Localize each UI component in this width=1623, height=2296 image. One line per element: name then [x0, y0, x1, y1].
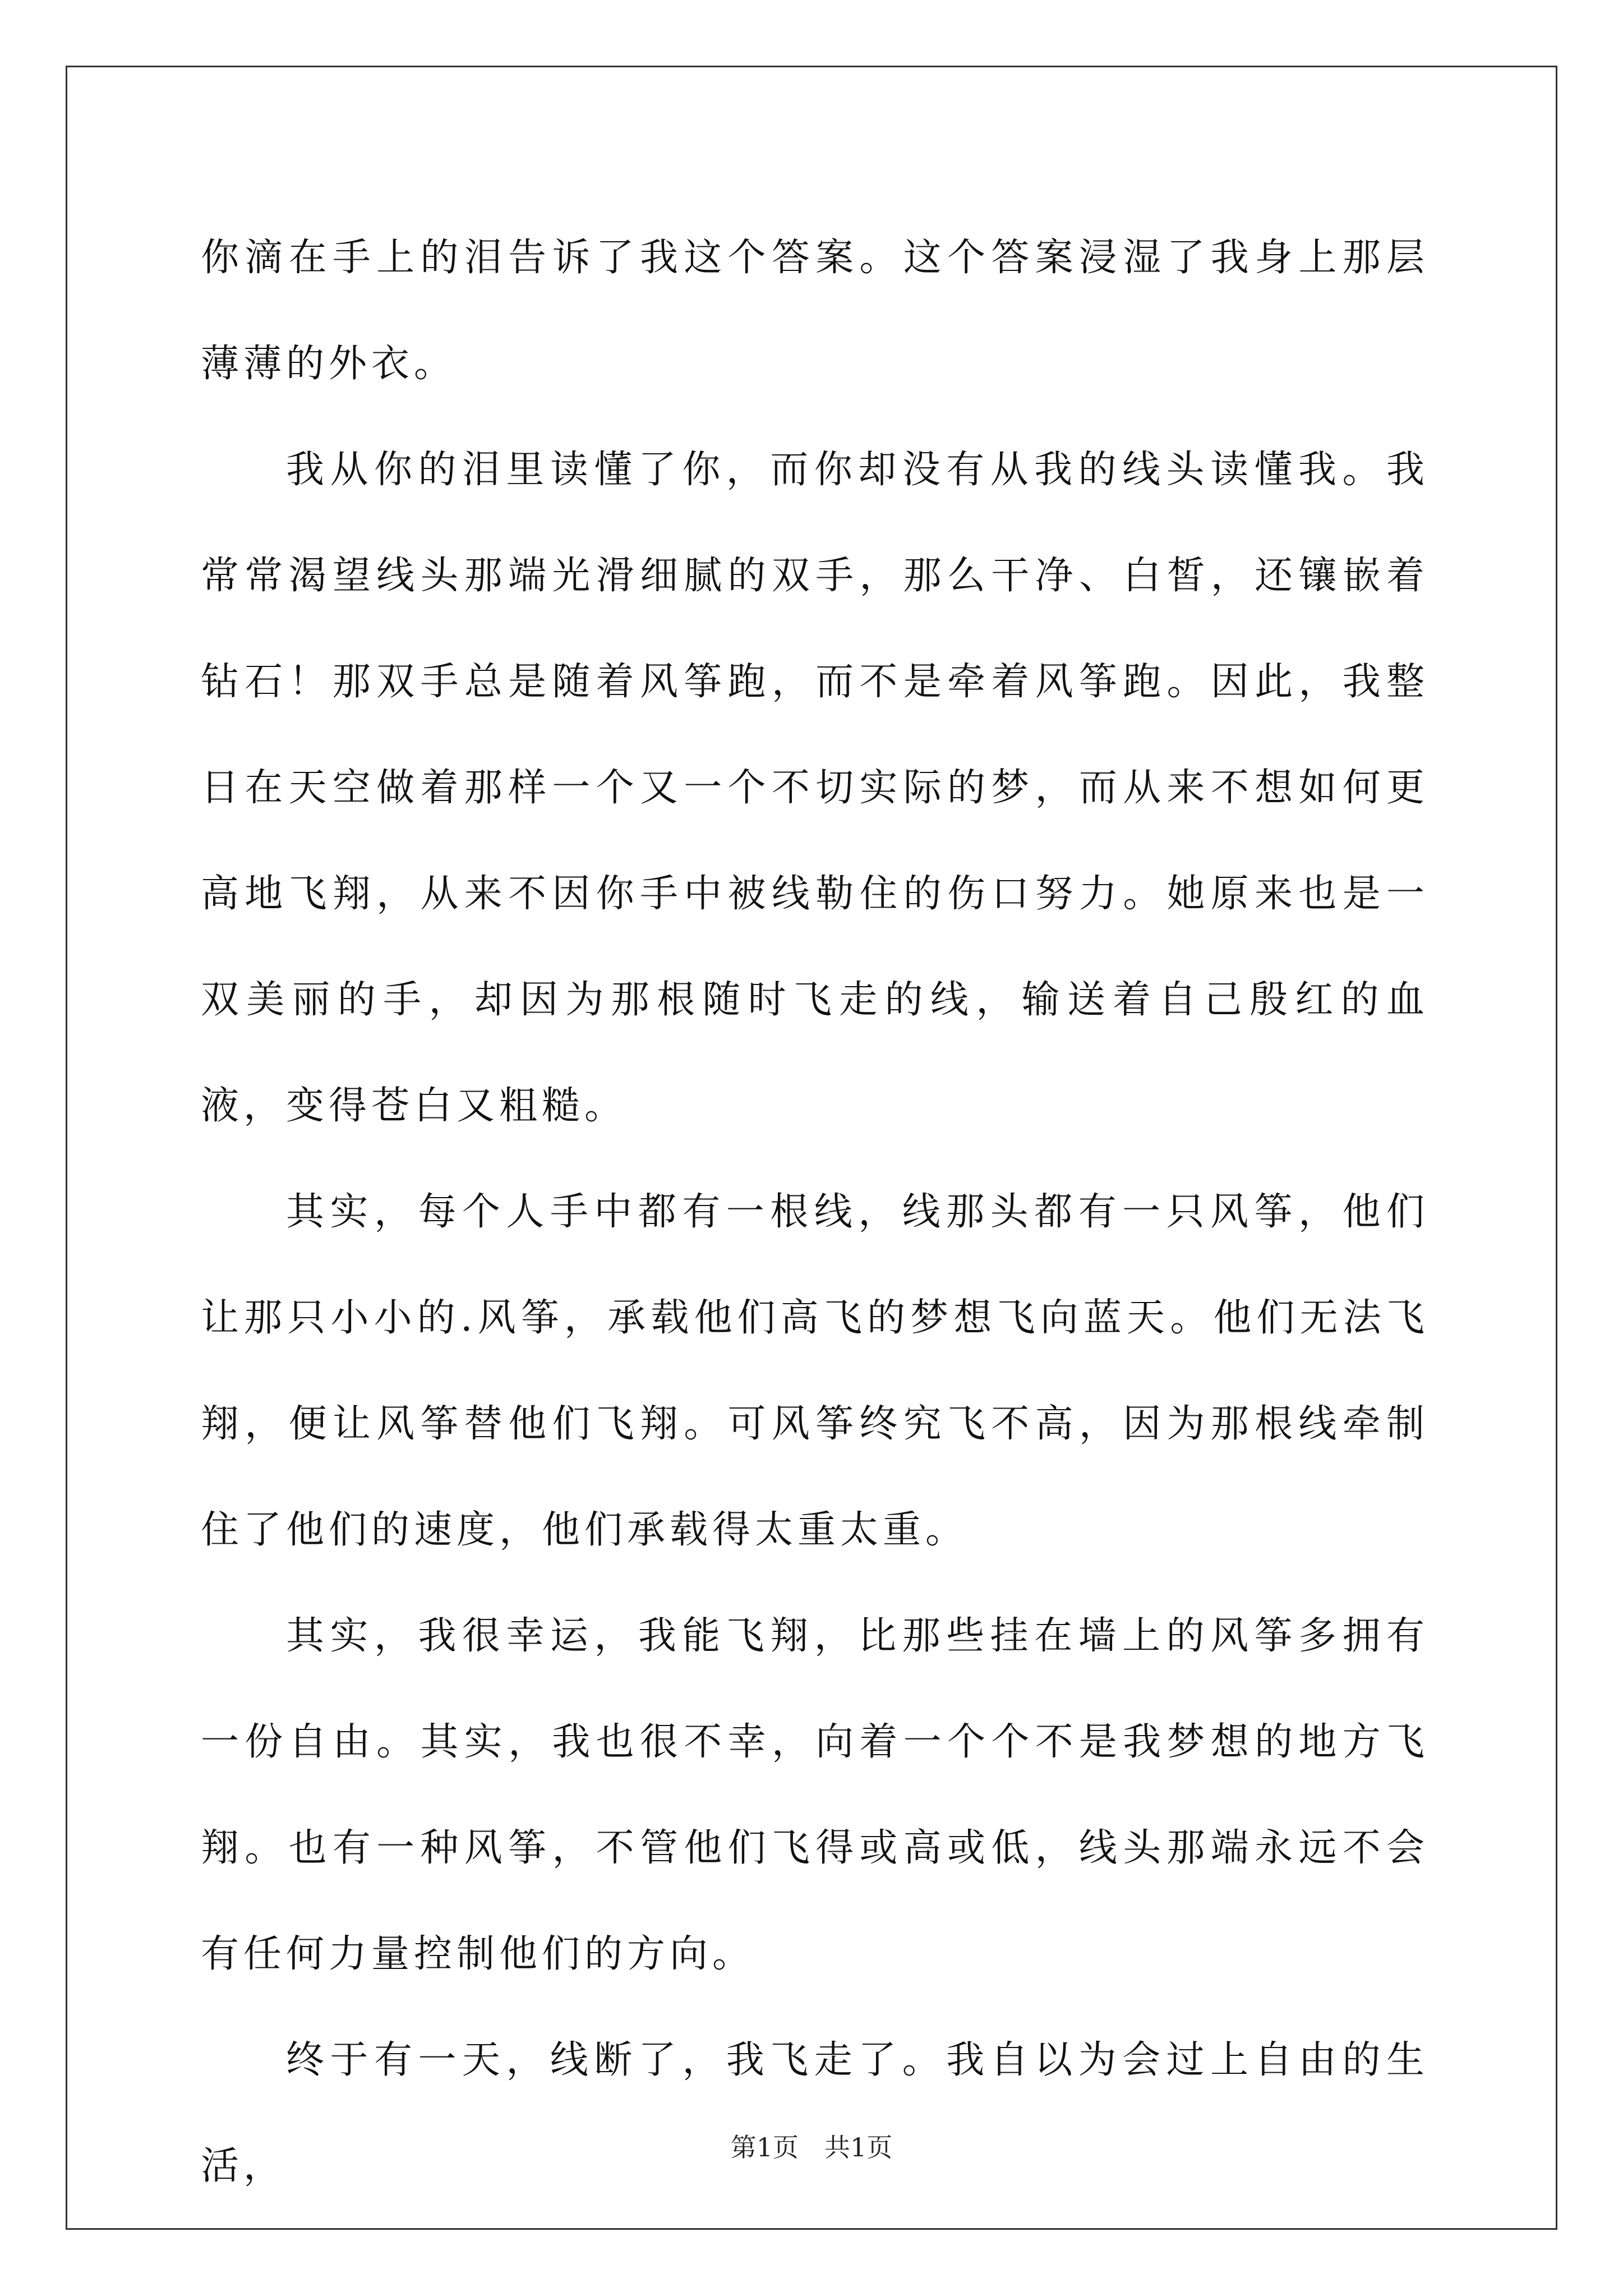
paragraph: 我从你的泪里读懂了你，而你却没有从我的线头读懂我。我常常渴望线头那端光滑细腻的双手，那么干净、白皙，还镶嵌着钻石！那双手总是随着风筝跑，而不是牵着风筝跑。因此，我整日在天空做着那样一个又一个不切实际的梦，而从来不想如何更高地飞翔，从来不因你手中被线勒住的伤口努力。她原来也是一双美丽的手，却因为那根随时飞走的线，输送着自己殷红的血液，变得苍白又粗糙。	[201, 448, 1429, 1128]
page-footer: 第1页 共1页	[730, 2132, 893, 2162]
paragraph: 其实，每个人手中都有一根线，线那头都有一只风筝，他们让那只小小的.风筝，承载他们高飞的梦想飞向蓝天。他们无法飞翔，便让风筝替他们飞翔。可风筝终究飞不高，因为那根线牵制住了他们的速度，他们承载得太重太重。	[201, 1190, 1429, 1552]
paragraph: 其实，我很幸运，我能飞翔，比那些挂在墙上的风筝多拥有一份自由。其实，我也很不幸，向着一个个不是我梦想的地方飞翔。也有一种风筝，不管他们飞得或高或低，线头那端永远不会有任何力量控制他们的方向。	[201, 1614, 1429, 1976]
paragraph-continuation: 你滴在手上的泪告诉了我这个答案。这个答案浸湿了我身上那层薄薄的外衣。	[201, 236, 1429, 386]
document-body	[201, 205, 1429, 2219]
paragraph: 终于有一天，线断了，我飞走了。我自以为会过上自由的生活，	[201, 2038, 1429, 2188]
